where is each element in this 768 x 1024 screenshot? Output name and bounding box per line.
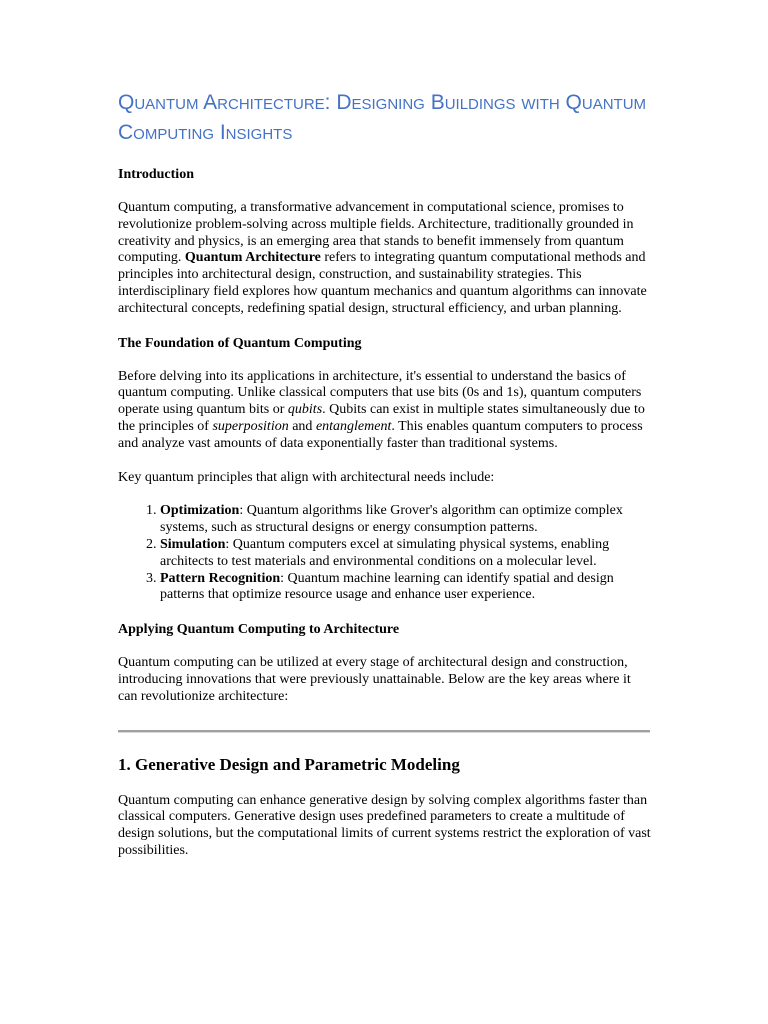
list-item — [160, 503, 653, 537]
list-item — [160, 571, 653, 605]
heading-foundation: The Foundation of Quantum Computing — [118, 335, 362, 351]
foundation-text-d: . This enables quantum computers to process and analyze vast amounts of data exponentially faster than traditional systems. — [118, 418, 643, 451]
document-title: Quantum Architecture: Designing Buildings with Quantum Computing Insights — [118, 91, 647, 144]
list-item-term: Pattern Recognition — [160, 570, 281, 586]
heading-introduction: Introduction — [118, 167, 194, 182]
heading-generative-design: 1. Generative Design and Parametric Modeling — [118, 754, 460, 774]
document-page — [118, 88, 653, 877]
foundation-text-c: and — [288, 418, 316, 434]
principles-list — [118, 503, 653, 604]
foundation-list-intro: Key quantum principles that align with architectural needs include: — [118, 469, 495, 485]
foundation-text-a: Before delving into its applications in architecture, it's essential to understand the basics of quantum computing. Unlike classical computers that use bits (0s and 1s), quantum computers operate using quantum bits or — [118, 368, 642, 418]
intro-bold-term: Quantum Architecture — [184, 250, 321, 266]
list-item-term: Optimization — [160, 503, 240, 519]
foundation-italic-superposition: superposition — [212, 418, 289, 434]
heading-applying: Applying Quantum Computing to Architecture — [118, 622, 400, 638]
foundation-paragraph — [118, 369, 653, 453]
foundation-text-b: . Qubits can exist in multiple states simultaneously due to the principles of — [118, 402, 645, 434]
list-item-text: : Quantum machine learning can identify spatial and design patterns that optimize resource usage and enhance user experience. — [160, 570, 614, 603]
applying-paragraph: Quantum computing can be utilized at every stage of architectural design and construction, introducing innovations that were previously unattainable. Below are the key areas where it can revolutionize architecture: — [118, 655, 631, 704]
intro-text-a: Quantum computing, a transformative advancement in computational science, promises to revolutionize problem-solving across multiple fields. Architecture, traditionally grounded in creativity and physics, is an emerging area that stands to benefit immensely from quantum computing. — [118, 200, 634, 266]
foundation-italic-entanglement: entanglement — [315, 418, 392, 434]
foundation-italic-qubits: qubits — [287, 402, 323, 418]
list-item-text: : Quantum computers excel at simulating physical systems, enabling architects to test materials and environmental conditions on a molecular level. — [160, 536, 610, 569]
list-item-text: : Quantum algorithms like Grover's algorithm can optimize complex systems, such as structural designs or energy consumption patterns. — [160, 503, 623, 536]
list-item — [160, 537, 653, 571]
generative-paragraph: Quantum computing can enhance generative design by solving complex algorithms faster than classical computers. Generative design uses predefined parameters to create a multitude of design solutions, but the computational limits of current systems restrict the exploration of vast possibilities. — [118, 792, 651, 858]
intro-paragraph — [118, 200, 653, 318]
horizontal-divider — [118, 730, 650, 733]
list-item-term: Simulation — [160, 536, 226, 552]
intro-text-b: refers to integrating quantum computational methods and principles into architectural design, construction, and sustainability strategies. This interdisciplinary field explores how quantum mechanics and quantum algorithms can innovate architectural concepts, redefining spatial design, structural efficiency, and urban planning. — [118, 250, 647, 316]
